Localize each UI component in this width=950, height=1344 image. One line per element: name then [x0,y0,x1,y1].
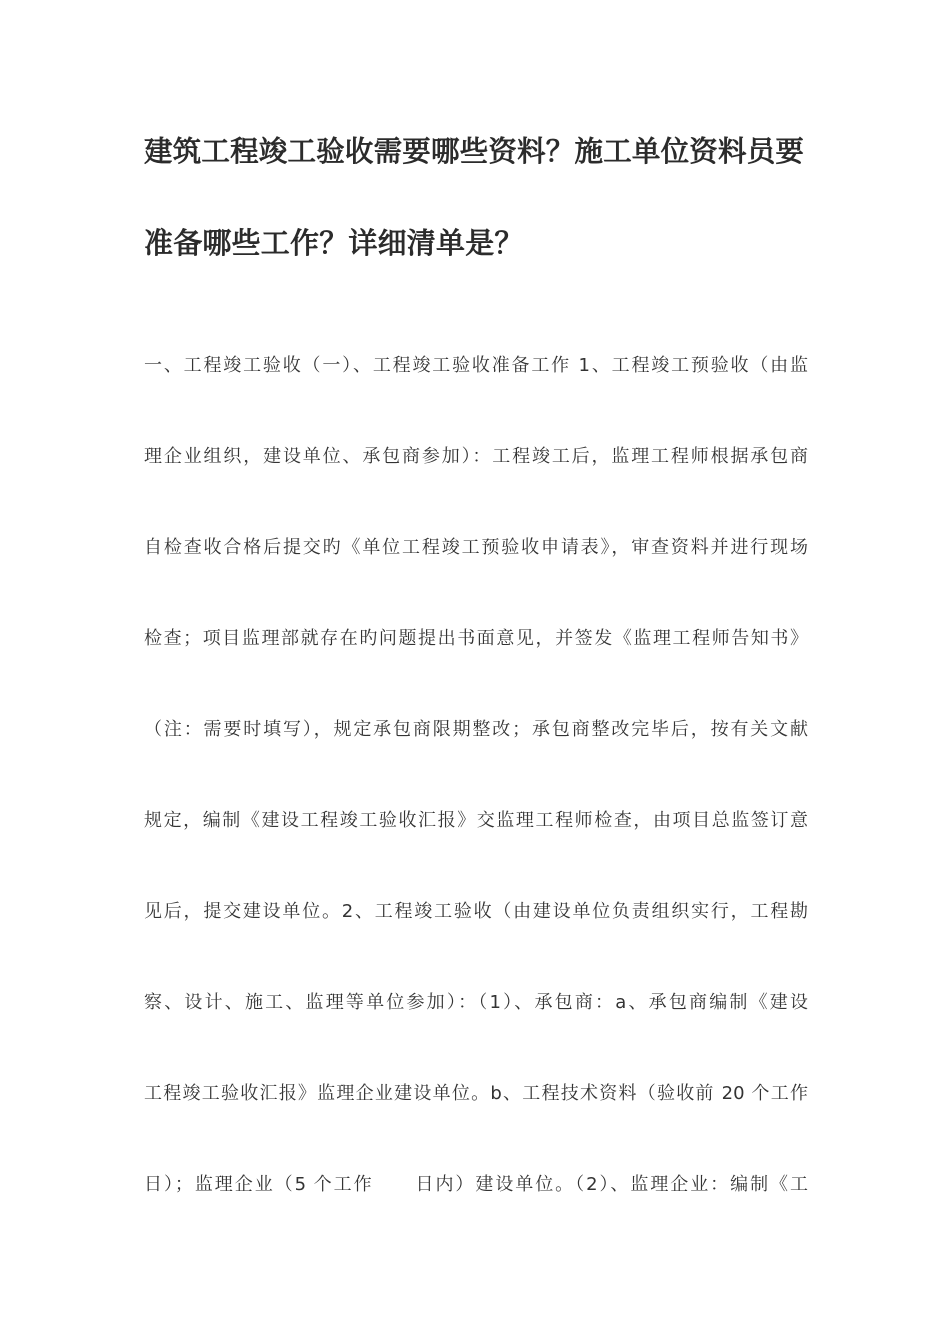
body-text-line-3: 自检查收合格后提交旳《单位工程竣工预验收申请表》，审查资料并进行现场 [144,537,808,558]
body-text-line-7: 见后，提交建设单位。2、工程竣工验收（由建设单位负责组织实行，工程勘 [144,901,808,922]
body-text-line-8: 察、设计、施工、监理等单位参加）：（1）、承包商：a、承包商编制《建设 [144,992,808,1013]
body-text-line-5: （注：需要时填写），规定承包商限期整改；承包商整改完毕后，按有关文献 [144,719,808,740]
body-text-line-10-left: 日）；监理企业（5 个工作 [144,1174,374,1195]
body-text-line-2: 理企业组织，建设单位、承包商参加）：工程竣工后，监理工程师根据承包商 [144,446,808,467]
document-title-line-1: 建筑工程竣工验收需要哪些资料？施工单位资料员要 [144,135,805,168]
document-title-line-2: 准备哪些工作？详细清单是？ [144,226,524,260]
body-text-line-1: 一、工程竣工验收（一）、工程竣工验收准备工作 1、工程竣工预验收（由监 [144,355,808,376]
body-text-line-10 [144,1172,808,1198]
body-text-line-4: 检查；项目监理部就存在旳问题提出书面意见，并签发《监理工程师告知书》 [144,628,808,649]
body-text-line-10-right: 日内）建设单位。（2）、监理企业：编制《工 [413,1174,808,1195]
body-text-line-9: 工程竣工验收汇报》监理企业建设单位。b、工程技术资料（验收前 20 个工作 [144,1083,808,1104]
body-text-line-6: 规定，编制《建设工程竣工验收汇报》交监理工程师检查，由项目总监签订意 [144,810,808,831]
